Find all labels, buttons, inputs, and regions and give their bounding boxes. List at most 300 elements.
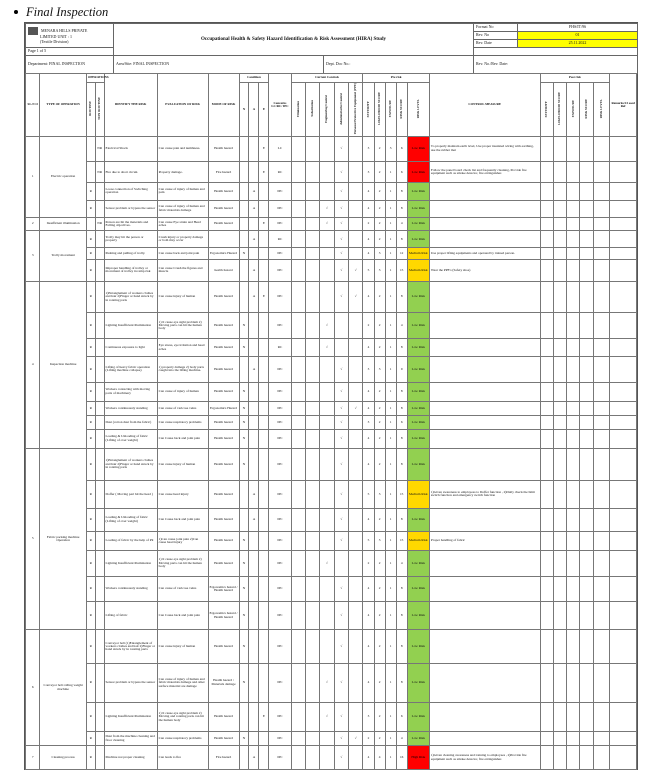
non-routine-cell bbox=[95, 480, 104, 508]
post-risk-cell bbox=[580, 732, 593, 746]
table-row bbox=[26, 532, 637, 551]
non-routine-cell bbox=[95, 231, 104, 248]
condition-e-cell bbox=[259, 664, 269, 702]
post-risk-cell bbox=[580, 508, 593, 531]
exposure-cell: 1 bbox=[385, 429, 396, 448]
elimination-cell bbox=[291, 630, 305, 664]
remarks-cell bbox=[610, 260, 637, 281]
concern-cell: RC bbox=[269, 162, 291, 183]
mode-cell: Health hazard bbox=[208, 429, 239, 448]
post-risk-cell bbox=[553, 217, 566, 231]
mode-cell: Health hazard bbox=[208, 136, 239, 162]
rev-no-value: 01 bbox=[518, 32, 638, 40]
ppe-cell bbox=[349, 313, 363, 339]
post-risk-cell bbox=[553, 260, 566, 281]
engineering-cell: √ bbox=[320, 313, 334, 339]
mode-cell: Fire hazard bbox=[208, 746, 239, 770]
table-row bbox=[26, 732, 637, 746]
review-label: Rev. No./Rev. Date: bbox=[474, 56, 638, 74]
control-measure-cell bbox=[429, 231, 540, 248]
engineering-cell bbox=[320, 448, 334, 480]
evaluation-cell: Can cause Crush the figures and muscle bbox=[157, 260, 208, 281]
likelihood-cell: 3 bbox=[374, 260, 385, 281]
risk-score-cell: 8 bbox=[396, 382, 407, 401]
post-risk-cell bbox=[580, 313, 593, 339]
condition-e-cell: E bbox=[259, 162, 269, 183]
control-measure-cell bbox=[429, 602, 540, 630]
likelihood-cell: 2 bbox=[374, 664, 385, 702]
post-risk-cell bbox=[593, 429, 610, 448]
exposure-cell: 1 bbox=[385, 551, 396, 577]
substitution-cell bbox=[305, 183, 319, 200]
table-row bbox=[26, 415, 637, 429]
remarks-cell bbox=[610, 357, 637, 383]
company-name-2: LIMITED UNIT : 1 bbox=[40, 34, 73, 40]
post-risk-cell bbox=[567, 248, 580, 260]
table-row bbox=[26, 508, 637, 531]
severity-cell: 4 bbox=[363, 576, 374, 602]
condition-n-cell bbox=[239, 217, 249, 231]
evaluation-cell: Can cause of injury of human and pain bbox=[157, 183, 208, 200]
condition-a-cell bbox=[249, 339, 259, 357]
non-routine-cell bbox=[95, 313, 104, 339]
condition-a-cell bbox=[249, 448, 259, 480]
col-type: TYPE OF OPERATION bbox=[40, 74, 86, 137]
engineering-cell bbox=[320, 231, 334, 248]
elimination-cell bbox=[291, 532, 305, 551]
risk-score-cell: 8 bbox=[396, 429, 407, 448]
risk-level-cell: Low Risk bbox=[407, 508, 429, 531]
elimination-cell bbox=[291, 415, 305, 429]
risk-score-cell: 8 bbox=[396, 339, 407, 357]
substitution-cell bbox=[305, 429, 319, 448]
condition-n-cell bbox=[239, 136, 249, 162]
post-risk-cell bbox=[593, 248, 610, 260]
evaluation-cell: Can Cause back and joint pain bbox=[157, 602, 208, 630]
engineering-cell: √ bbox=[320, 664, 334, 702]
admin-cell: √ bbox=[334, 183, 348, 200]
mode-cell: Health hazard bbox=[208, 339, 239, 357]
exposure-cell: 1 bbox=[385, 339, 396, 357]
post-risk-cell bbox=[580, 136, 593, 162]
elimination-cell bbox=[291, 448, 305, 480]
post-risk-cell bbox=[593, 217, 610, 231]
non-routine-cell: NR bbox=[95, 136, 104, 162]
exposure-cell: 1 bbox=[385, 183, 396, 200]
condition-a-cell: A bbox=[249, 480, 259, 508]
control-measure-cell bbox=[429, 382, 540, 401]
non-routine-cell bbox=[95, 401, 104, 415]
concern-cell: IPC bbox=[269, 732, 291, 746]
evaluation-cell: Can cause injury of human bbox=[157, 281, 208, 313]
table-row bbox=[26, 357, 637, 383]
concern-cell: IPC bbox=[269, 200, 291, 217]
post-risk-cell bbox=[540, 532, 553, 551]
rev-date-label: Rev. Date bbox=[474, 40, 518, 48]
post-risk-cell bbox=[540, 357, 553, 383]
remarks-cell bbox=[610, 313, 637, 339]
elimination-cell bbox=[291, 260, 305, 281]
group-operation: OPERATIONS bbox=[86, 74, 104, 83]
concern-cell: IPC bbox=[269, 480, 291, 508]
post-risk-cell bbox=[593, 357, 610, 383]
ppe-cell: √ bbox=[349, 732, 363, 746]
substitution-cell bbox=[305, 136, 319, 162]
risk-cell: Machine not proper cleaning bbox=[104, 746, 157, 770]
admin-cell: √ bbox=[334, 401, 348, 415]
risk-level-cell: Medium Risk bbox=[407, 248, 429, 260]
risk-cell: Workers continuously standing bbox=[104, 401, 157, 415]
group-pre-risk: Pre risk bbox=[363, 74, 429, 83]
control-measure-cell bbox=[429, 576, 540, 602]
exposure-cell: 1 bbox=[385, 480, 396, 508]
elimination-cell bbox=[291, 162, 305, 183]
post-risk-cell bbox=[580, 281, 593, 313]
risk-level-cell: Low Risk bbox=[407, 576, 429, 602]
post-risk-cell bbox=[567, 401, 580, 415]
severity-cell: 5 bbox=[363, 480, 374, 508]
elimination-cell bbox=[291, 508, 305, 531]
concern-cell: IPC bbox=[269, 532, 291, 551]
remarks-cell bbox=[610, 200, 637, 217]
admin-cell: √ bbox=[334, 732, 348, 746]
col-e: E bbox=[259, 83, 269, 137]
evaluation-cell: Can cause respiratory problems bbox=[157, 732, 208, 746]
routine-cell: R bbox=[86, 313, 95, 339]
risk-level-cell: Low Risk bbox=[407, 217, 429, 231]
post-risk-cell bbox=[553, 183, 566, 200]
condition-a-cell bbox=[249, 162, 259, 183]
mode-cell: Health hazard bbox=[208, 357, 239, 383]
col-risk: IDENTIFY THE RISK bbox=[104, 74, 157, 137]
risk-cell: Lighting Insufficient illumination bbox=[104, 313, 157, 339]
remarks-cell bbox=[610, 415, 637, 429]
col-a: A bbox=[249, 83, 259, 137]
condition-e-cell bbox=[259, 415, 269, 429]
risk-cell: 1)Entanglement of workers clothes and hair 2)Finger or hand struck by in rotating parts bbox=[104, 448, 157, 480]
control-measure-cell bbox=[429, 551, 540, 577]
control-measure-cell bbox=[429, 357, 540, 383]
post-risk-cell bbox=[553, 313, 566, 339]
routine-cell: R bbox=[86, 415, 95, 429]
condition-n-cell: N bbox=[239, 630, 249, 664]
control-measure-cell bbox=[429, 217, 540, 231]
routine-cell: R bbox=[86, 551, 95, 577]
post-risk-cell bbox=[593, 313, 610, 339]
ppe-cell bbox=[349, 551, 363, 577]
post-risk-cell bbox=[553, 136, 566, 162]
routine-cell: R bbox=[86, 281, 95, 313]
concern-cell: IPC bbox=[269, 357, 291, 383]
substitution-cell bbox=[305, 217, 319, 231]
table-row bbox=[26, 429, 637, 448]
routine-cell: R bbox=[86, 248, 95, 260]
concern-cell: IPC bbox=[269, 448, 291, 480]
risk-level-cell: Low Risk bbox=[407, 162, 429, 183]
risk-score-cell: 15 bbox=[396, 532, 407, 551]
col-sno: SL.N O bbox=[26, 74, 40, 137]
operation-type-cell: Fabric packing machine Operation bbox=[40, 448, 86, 629]
risk-score-cell: 6 bbox=[396, 415, 407, 429]
ppe-cell: √ bbox=[349, 401, 363, 415]
condition-a-cell bbox=[249, 313, 259, 339]
operation-type-cell: Electric operation bbox=[40, 136, 86, 217]
risk-score-cell: 8 bbox=[396, 401, 407, 415]
risk-cell: Fire due to short circuit. bbox=[104, 162, 157, 183]
post-risk-cell bbox=[593, 602, 610, 630]
risk-level-cell: Low Risk bbox=[407, 551, 429, 577]
non-routine-cell bbox=[95, 532, 104, 551]
severity-cell: 4 bbox=[363, 200, 374, 217]
exposure-cell: 1 bbox=[385, 664, 396, 702]
likelihood-cell: 2 bbox=[374, 231, 385, 248]
company-cell bbox=[26, 24, 114, 48]
post-risk-cell bbox=[593, 200, 610, 217]
control-measure-cell: Wear the PPE's (Safety shoe) bbox=[429, 260, 540, 281]
control-measure-cell: Use proper lifting equipments and operated by trained person. bbox=[429, 248, 540, 260]
likelihood-cell: 2 bbox=[374, 576, 385, 602]
mode-cell: Ergonomics hazard / Health hazard bbox=[208, 602, 239, 630]
elimination-cell bbox=[291, 248, 305, 260]
area-label: Area/Site: FINAL INSPECTION bbox=[114, 56, 324, 74]
risk-score-cell: 9 bbox=[396, 357, 407, 383]
post-risk-cell bbox=[540, 162, 553, 183]
evaluation-cell: Can cause head injury bbox=[157, 480, 208, 508]
evaluation-cell: Eye stress, eye irritation and head aches bbox=[157, 339, 208, 357]
mode-cell: Health hazard bbox=[208, 448, 239, 480]
risk-level-cell: Low Risk bbox=[407, 136, 429, 162]
mode-cell: Health hazard bbox=[208, 551, 239, 577]
post-risk-cell bbox=[567, 200, 580, 217]
remarks-cell bbox=[610, 551, 637, 577]
risk-level-cell: Low Risk bbox=[407, 231, 429, 248]
risk-level-cell: Low Risk bbox=[407, 448, 429, 480]
engineering-cell bbox=[320, 136, 334, 162]
document-header bbox=[25, 23, 638, 74]
operation-type-cell: Trolly movement bbox=[40, 231, 86, 281]
elimination-cell bbox=[291, 231, 305, 248]
mode-cell: health hazard bbox=[208, 260, 239, 281]
evaluation-cell: Can cause of varicose veins bbox=[157, 576, 208, 602]
table-row bbox=[26, 401, 637, 415]
condition-a-cell bbox=[249, 382, 259, 401]
risk-cell: Sensor problem or bypass the sensor bbox=[104, 664, 157, 702]
evaluation-cell: Can Cause back and joint pain bbox=[157, 508, 208, 531]
post-risk-cell bbox=[580, 200, 593, 217]
bullet-title-text: Final Inspection bbox=[26, 4, 109, 19]
admin-cell: √ bbox=[334, 162, 348, 183]
remarks-cell bbox=[610, 136, 637, 162]
exposure-cell: 1 bbox=[385, 532, 396, 551]
post-risk-cell bbox=[580, 162, 593, 183]
post-risk-cell bbox=[580, 576, 593, 602]
routine-cell: R bbox=[86, 183, 95, 200]
post-risk-cell bbox=[567, 339, 580, 357]
post-risk-cell bbox=[567, 602, 580, 630]
post-risk-cell bbox=[580, 339, 593, 357]
condition-e-cell: E bbox=[259, 217, 269, 231]
concern-cell: IPC bbox=[269, 217, 291, 231]
condition-e-cell bbox=[259, 746, 269, 770]
mode-cell: Health hazard bbox=[208, 702, 239, 732]
admin-cell: √ bbox=[334, 508, 348, 531]
risk-score-cell: 8 bbox=[396, 200, 407, 217]
table-row bbox=[26, 281, 637, 313]
condition-n-cell bbox=[239, 702, 249, 732]
mode-cell: Health hazard bbox=[208, 630, 239, 664]
risk-score-cell: 6 bbox=[396, 136, 407, 162]
operation-type-cell: Inspection machine bbox=[40, 281, 86, 448]
engineering-cell bbox=[320, 602, 334, 630]
elimination-cell bbox=[291, 732, 305, 746]
substitution-cell bbox=[305, 702, 319, 732]
routine-cell: R bbox=[86, 231, 95, 248]
mode-cell: Health hazard bbox=[208, 183, 239, 200]
routine-cell bbox=[86, 162, 95, 183]
elimination-cell bbox=[291, 551, 305, 577]
substitution-cell bbox=[305, 162, 319, 183]
post-risk-cell bbox=[540, 136, 553, 162]
risk-cell: Lighting Insufficient illumination bbox=[104, 551, 157, 577]
post-risk-cell bbox=[593, 401, 610, 415]
post-risk-cell bbox=[580, 664, 593, 702]
non-routine-cell bbox=[95, 281, 104, 313]
post-risk-cell bbox=[567, 702, 580, 732]
non-routine-cell bbox=[95, 551, 104, 577]
company-name-1: MENARA HILLS PRIVATE bbox=[41, 28, 88, 34]
engineering-cell: √ bbox=[320, 339, 334, 357]
post-risk-cell bbox=[553, 508, 566, 531]
group-post-risk: Post risk bbox=[540, 74, 610, 83]
routine-cell: R bbox=[86, 357, 95, 383]
risk-level-cell: Low Risk bbox=[407, 401, 429, 415]
non-routine-cell: NR bbox=[95, 217, 104, 231]
risk-cell: Loose connection of Switching operation bbox=[104, 183, 157, 200]
post-risk-cell bbox=[540, 339, 553, 357]
table-row bbox=[26, 339, 637, 357]
post-risk-cell bbox=[593, 551, 610, 577]
likelihood-cell: 2 bbox=[374, 401, 385, 415]
non-routine-cell bbox=[95, 415, 104, 429]
post-risk-cell bbox=[540, 217, 553, 231]
remarks-cell bbox=[610, 732, 637, 746]
condition-a-cell: A bbox=[249, 200, 259, 217]
ppe-cell bbox=[349, 200, 363, 217]
operation-type-cell: Insufficient illumination bbox=[40, 217, 86, 231]
col-remarks: Remarks/Cl osed Ref bbox=[610, 74, 637, 137]
routine-cell: R bbox=[86, 448, 95, 480]
non-routine-cell bbox=[95, 357, 104, 383]
routine-cell: R bbox=[86, 260, 95, 281]
col-post-likelihood: LIKELIHOOD SCORE bbox=[557, 92, 562, 126]
ppe-cell bbox=[349, 448, 363, 480]
risk-cell: Workers contacting with moving parts of machinery bbox=[104, 382, 157, 401]
post-risk-cell bbox=[593, 576, 610, 602]
evaluation-cell: Can cause of injury of human bbox=[157, 382, 208, 401]
control-measure-cell bbox=[429, 508, 540, 531]
elimination-cell bbox=[291, 602, 305, 630]
post-risk-cell bbox=[567, 480, 580, 508]
engineering-cell bbox=[320, 183, 334, 200]
likelihood-cell: 2 bbox=[374, 508, 385, 531]
likelihood-cell: 2 bbox=[374, 162, 385, 183]
ppe-cell: √ bbox=[349, 260, 363, 281]
post-risk-cell bbox=[593, 382, 610, 401]
exposure-cell: 1 bbox=[385, 508, 396, 531]
elimination-cell bbox=[291, 576, 305, 602]
mode-cell: Ergonomics hazard / Health hazard bbox=[208, 576, 239, 602]
likelihood-cell: 4 bbox=[374, 746, 385, 770]
ppe-cell bbox=[349, 382, 363, 401]
post-risk-cell bbox=[580, 746, 593, 770]
post-risk-cell bbox=[580, 382, 593, 401]
post-risk-cell bbox=[553, 664, 566, 702]
substitution-cell bbox=[305, 508, 319, 531]
severity-cell: 4 bbox=[363, 339, 374, 357]
risk-score-cell: 8 bbox=[396, 281, 407, 313]
admin-cell: √ bbox=[334, 200, 348, 217]
condition-e-cell bbox=[259, 248, 269, 260]
risk-level-cell: Low Risk bbox=[407, 357, 429, 383]
post-risk-cell bbox=[593, 448, 610, 480]
evaluation-cell: Can cause injury of human bbox=[157, 630, 208, 664]
condition-n-cell bbox=[239, 162, 249, 183]
post-risk-cell bbox=[540, 231, 553, 248]
post-risk-cell bbox=[553, 231, 566, 248]
admin-cell bbox=[334, 339, 348, 357]
col-engineering: Engineering Control bbox=[324, 94, 329, 123]
post-risk-cell bbox=[580, 448, 593, 480]
control-measure-cell: Proper handling of fabric bbox=[429, 532, 540, 551]
control-measure-cell bbox=[429, 183, 540, 200]
substitution-cell bbox=[305, 630, 319, 664]
mode-cell: Ergonomics Hazard bbox=[208, 248, 239, 260]
concern-cell: RC bbox=[269, 231, 291, 248]
document-title: Occupational Health & Safety Hazard Identification & Risk Assessment (HIRA) Study bbox=[114, 24, 474, 56]
control-measure-cell bbox=[429, 630, 540, 664]
condition-e-cell bbox=[259, 429, 269, 448]
post-risk-cell bbox=[580, 630, 593, 664]
non-routine-cell bbox=[95, 339, 104, 357]
hira-table bbox=[25, 73, 637, 770]
post-risk-cell bbox=[593, 231, 610, 248]
condition-n-cell bbox=[239, 183, 249, 200]
risk-cell: Doffer ( Moving part hit the head ) bbox=[104, 480, 157, 508]
exposure-cell: 1 bbox=[385, 732, 396, 746]
control-measure-cell bbox=[429, 339, 540, 357]
post-risk-cell bbox=[593, 415, 610, 429]
condition-a-cell: A bbox=[249, 357, 259, 383]
risk-cell: Trolly may hit the person or property bbox=[104, 231, 157, 248]
table-row bbox=[26, 260, 637, 281]
condition-e-cell bbox=[259, 313, 269, 339]
risk-level-cell: Low Risk bbox=[407, 339, 429, 357]
condition-n-cell: N bbox=[239, 415, 249, 429]
risk-level-cell: Medium Risk bbox=[407, 480, 429, 508]
concern-cell: IPC bbox=[269, 602, 291, 630]
admin-cell: √ bbox=[334, 415, 348, 429]
risk-score-cell: 4 bbox=[396, 551, 407, 577]
admin-cell: √ bbox=[334, 702, 348, 732]
engineering-cell: √ bbox=[320, 200, 334, 217]
engineering-cell: √ bbox=[320, 551, 334, 577]
routine-cell: R bbox=[86, 532, 95, 551]
non-routine-cell bbox=[95, 183, 104, 200]
risk-score-cell: 15 bbox=[396, 480, 407, 508]
substitution-cell bbox=[305, 551, 319, 577]
non-routine-cell bbox=[95, 448, 104, 480]
dept-doc-label: Dept. Doc No.: bbox=[324, 56, 474, 74]
